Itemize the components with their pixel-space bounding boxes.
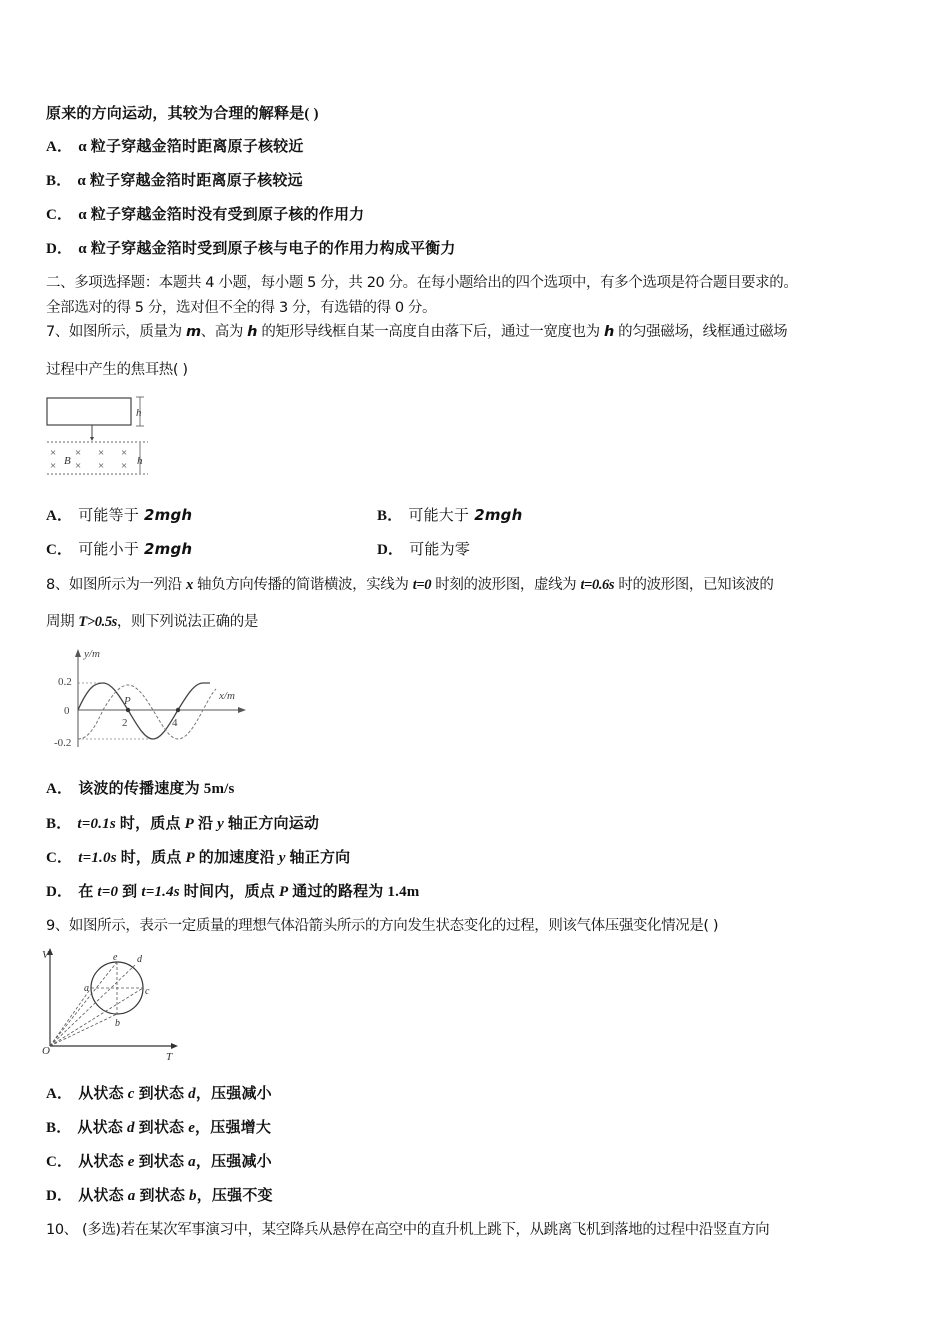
- q6-option-a: A． α 粒子穿越金箔时距离原子核较近: [46, 139, 304, 155]
- svg-text:y/m: y/m: [84, 648, 100, 660]
- svg-text:2: 2: [122, 717, 128, 729]
- svg-text:h: h: [136, 407, 142, 419]
- svg-text:×: ×: [75, 460, 82, 472]
- q7-option-a: A． 可能等于 2mgh: [46, 506, 193, 524]
- q6-option-b: B． α 粒子穿越金箔时距离原子核较远: [46, 173, 303, 189]
- svg-text:e: e: [113, 952, 118, 963]
- svg-text:0: 0: [64, 705, 70, 717]
- q9-option-a: A． 从状态 c 到状态 d，压强减小: [46, 1086, 272, 1102]
- svg-text:O: O: [42, 1045, 50, 1057]
- section2-instructions-line2: 全部选对的得 5 分，选对但不全的得 3 分，有选错的得 0 分。: [46, 300, 437, 316]
- svg-text:a: a: [84, 983, 89, 994]
- svg-text:T: T: [166, 1051, 173, 1063]
- q8-stem-line1: 8、如图所示为一列沿 x 轴负方向传播的简谐横波，实线为 t=0 时刻的波形图，虚线为 t=0.6s 时的波形图，已知该波的: [46, 577, 774, 593]
- q7-option-d: D． 可能为零: [377, 540, 471, 558]
- svg-text:×: ×: [121, 460, 128, 472]
- q6-option-c: C． α 粒子穿越金箔时没有受到原子核的作用力: [46, 207, 365, 223]
- svg-text:4: 4: [172, 717, 178, 729]
- svg-text:h: h: [137, 455, 143, 467]
- q7-stem-line1: 7、如图所示，质量为 m、高为 h 的矩形导线框自某一高度自由落下后，通过一宽度也为 h 的匀强磁场，线框通过磁场: [46, 324, 788, 340]
- q8-option-d: D． 在 t=0 到 t=1.4s 时间内，质点 P 通过的路程为 1.4m: [46, 884, 420, 900]
- q8-option-b: B． t=0.1s 时，质点 P 沿 y 轴正方向运动: [46, 816, 320, 832]
- q8-stem-line2: 周期 T>0.5s，则下列说法正确的是: [46, 614, 258, 630]
- q6-stem-end: 原来的方向运动，其较为合理的解释是( ): [46, 106, 319, 122]
- svg-text:B: B: [64, 455, 71, 467]
- q7-option-c: C． 可能小于 2mgh: [46, 540, 193, 558]
- svg-text:b: b: [115, 1018, 120, 1029]
- svg-text:×: ×: [98, 447, 105, 459]
- svg-text:×: ×: [50, 447, 57, 459]
- q8-figure-wave-graph: [44, 643, 254, 759]
- svg-text:-0.2: -0.2: [54, 737, 72, 749]
- q7-stem-line2: 过程中产生的焦耳热( ): [46, 362, 188, 378]
- svg-text:×: ×: [50, 460, 57, 472]
- svg-text:×: ×: [98, 460, 105, 472]
- section2-instructions-line1: 二、多项选择题：本题共 4 小题，每小题 5 分，共 20 分。在每小题给出的四个选项中，有多个选项是符合题目要求的。: [46, 275, 798, 291]
- q10-stem: 10、 (多选)若在某次军事演习中，某空降兵从悬停在高空中的直升机上跳下，从跳离飞机到落地的过程中沿竖直方向: [46, 1222, 770, 1238]
- svg-text:V: V: [42, 949, 49, 961]
- q6-option-d: D． α 粒子穿越金箔时受到原子核与电子的作用力构成平衡力: [46, 241, 456, 257]
- q8-option-c: C． t=1.0s 时，质点 P 的加速度沿 y 轴正方向: [46, 850, 351, 866]
- q8-option-a: A． 该波的传播速度为 5m/s: [46, 781, 235, 797]
- svg-text:d: d: [137, 954, 142, 965]
- svg-text:×: ×: [75, 447, 82, 459]
- svg-text:c: c: [145, 986, 150, 997]
- svg-text:0.2: 0.2: [58, 676, 72, 688]
- svg-text:×: ×: [121, 447, 128, 459]
- q9-option-c: C． 从状态 e 到状态 a，压强减小: [46, 1154, 272, 1170]
- q9-option-d: D． 从状态 a 到状态 b，压强不变: [46, 1188, 273, 1204]
- q9-option-b: B． 从状态 d 到状态 e，压强增大: [46, 1120, 272, 1136]
- q7-option-b: B． 可能大于 2mgh: [377, 506, 523, 524]
- q7-figure-wire-frame-magnetic-field: [44, 393, 154, 483]
- q9-figure-v-t-diagram: [42, 946, 182, 1068]
- svg-text:P: P: [124, 695, 131, 707]
- q9-stem: 9、如图所示，表示一定质量的理想气体沿箭头所示的方向发生状态变化的过程，则该气体压强变化情况是( ): [46, 918, 719, 934]
- svg-text:x/m: x/m: [219, 690, 235, 702]
